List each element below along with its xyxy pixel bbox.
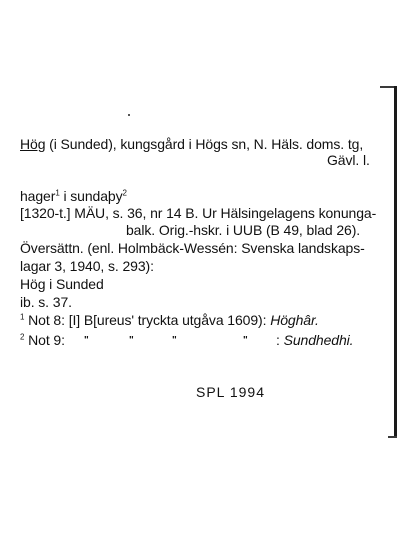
card-edge-right [394, 86, 397, 438]
footnote-ref-1: 1 [55, 188, 60, 198]
note-2-variant: Sundhedhi. [283, 332, 354, 348]
note-1-variant: Höghâr. [270, 312, 319, 328]
source-line-2: balk. Orig.-hskr. i UUB (B 49, blad 26). [126, 222, 361, 238]
form-part-2: i sundaþy [59, 188, 123, 204]
note-1-text: Not 8: [I] B[ureus' tryckta utgåva 1609): [24, 312, 271, 328]
card-edge-bottom [388, 436, 397, 438]
note-1-mark: 1 [20, 312, 25, 322]
headword: Hög [20, 136, 46, 152]
footnote-ref-2: 2 [122, 188, 127, 198]
location-continuation: Gävl. l. [327, 152, 370, 168]
note-2-mark: 2 [20, 332, 25, 342]
translation-value: Hög i Sunded [20, 276, 104, 292]
source-line-1: [1320-t.] MÄU, s. 36, nr 14 B. Ur Hälsingelagens konunga- [20, 205, 377, 221]
ditto-mark-3: " [172, 335, 177, 346]
ditto-mark-4: " [243, 335, 248, 346]
note-2 [20, 332, 65, 349]
ib-line: ib. s. 37. [20, 294, 72, 310]
note-2-text: Not 9: [24, 332, 65, 348]
ditto-mark-1: " [84, 335, 89, 346]
ditto-mark-2: " [129, 335, 134, 346]
headword-line [20, 136, 363, 153]
translation-line-1: Översättn. (enl. Holmbäck-Wessén: Svenska landskaps- [20, 240, 365, 256]
scan-speck [128, 114, 130, 116]
note-1 [20, 312, 319, 329]
form-part-1: hager [20, 188, 56, 204]
attested-form [20, 188, 127, 205]
signature: SPL 1994 [196, 384, 265, 400]
headword-description: (i Sunded), kungsgård i Högs sn, N. Häls. doms. tg, [45, 136, 364, 152]
note-2-colon: : [276, 332, 280, 348]
note-2-variant-line [276, 332, 353, 349]
translation-line-2: lagar 3, 1940, s. 293): [20, 258, 154, 274]
